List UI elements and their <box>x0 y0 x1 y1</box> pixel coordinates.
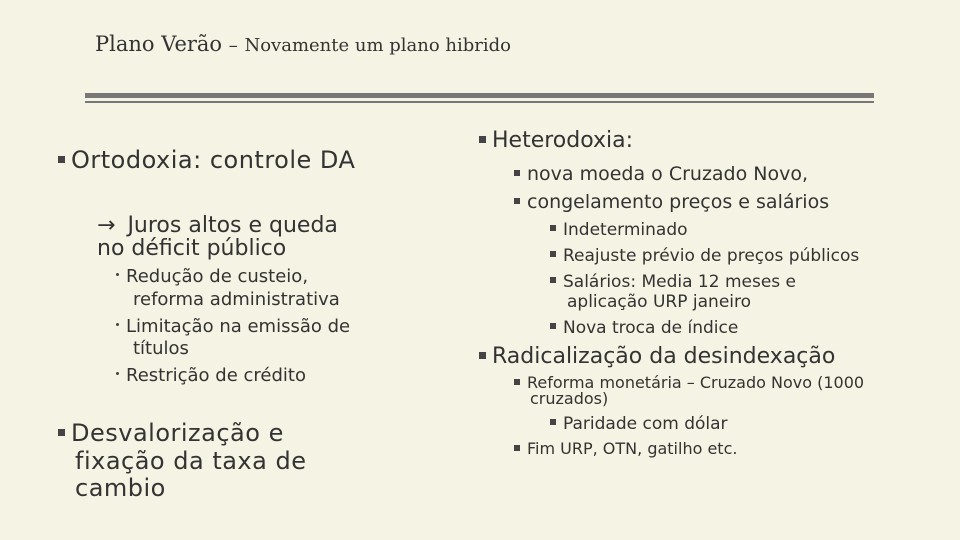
bullet-nova-moeda: nova moeda o Cruzado Novo, <box>514 165 808 184</box>
bullet-juros: → Juros altos e queda <box>97 213 338 238</box>
square-bullet-icon <box>550 225 556 231</box>
bullet-ortodoxia: Ortodoxia: controle DA <box>58 148 355 172</box>
bullet-congelamento: congelamento preços e salários <box>514 193 829 212</box>
square-bullet-icon <box>550 419 556 425</box>
square-bullet-icon <box>514 379 520 385</box>
bullet-restricao: Restrição de crédito <box>116 367 306 385</box>
title-rule-thick <box>85 93 874 98</box>
bullet-desvalorizacao-cont2: cambio <box>75 474 166 502</box>
bullet-limitacao-cont: títulos <box>133 338 189 359</box>
title-main: Plano Verão <box>95 32 223 56</box>
bullet-reforma-cont: cruzados) <box>530 389 609 408</box>
bullet-fim: Fim URP, OTN, gatilho etc. <box>514 441 737 457</box>
bullet-desvalorizacao: Desvalorização e <box>58 421 284 445</box>
bullet-paridade: Paridade com dólar <box>550 416 728 433</box>
bullet-heterodoxia: Heterodoxia: <box>479 130 633 152</box>
bullet-salarios: Salários: Media 12 meses e <box>550 274 796 291</box>
dot-bullet-icon <box>116 372 119 375</box>
slide-title <box>95 32 511 56</box>
title-rule-thin <box>85 101 874 103</box>
bullet-reducao-cont: reforma administrativa <box>133 289 340 310</box>
dot-bullet-icon <box>116 323 119 326</box>
title-subtitle: Novamente um plano hibrido <box>244 35 511 56</box>
bullet-reajuste: Reajuste prévio de preços públicos <box>550 248 859 265</box>
square-bullet-icon <box>514 170 520 176</box>
bullet-nova-troca: Nova troca de índice <box>550 320 738 337</box>
square-bullet-icon <box>58 429 65 436</box>
bullet-limitacao: Limitação na emissão de <box>116 318 350 336</box>
square-bullet-icon <box>514 445 520 451</box>
square-bullet-icon <box>58 156 65 163</box>
square-bullet-icon <box>550 251 556 257</box>
square-bullet-icon <box>550 277 556 283</box>
square-bullet-icon <box>514 198 520 204</box>
bullet-desvalorizacao-cont1: fixação da taxa de <box>75 447 307 475</box>
dot-bullet-icon <box>116 273 119 276</box>
title-dash: – <box>228 35 238 56</box>
square-bullet-icon <box>550 323 556 329</box>
square-bullet-icon <box>479 136 486 143</box>
bullet-indeterminado: Indeterminado <box>550 222 688 239</box>
bullet-reducao: Redução de custeio, <box>116 268 308 286</box>
bullet-salarios-cont: aplicação URP janeiro <box>567 292 752 312</box>
bullet-reforma: Reforma monetária – Cruzado Novo (1000 <box>514 375 864 391</box>
bullet-radicalizacao: Radicalização da desindexação <box>479 346 835 368</box>
square-bullet-icon <box>479 352 486 359</box>
bullet-juros-cont: no déficit público <box>97 236 287 261</box>
arrow-right-icon: → <box>97 213 116 238</box>
